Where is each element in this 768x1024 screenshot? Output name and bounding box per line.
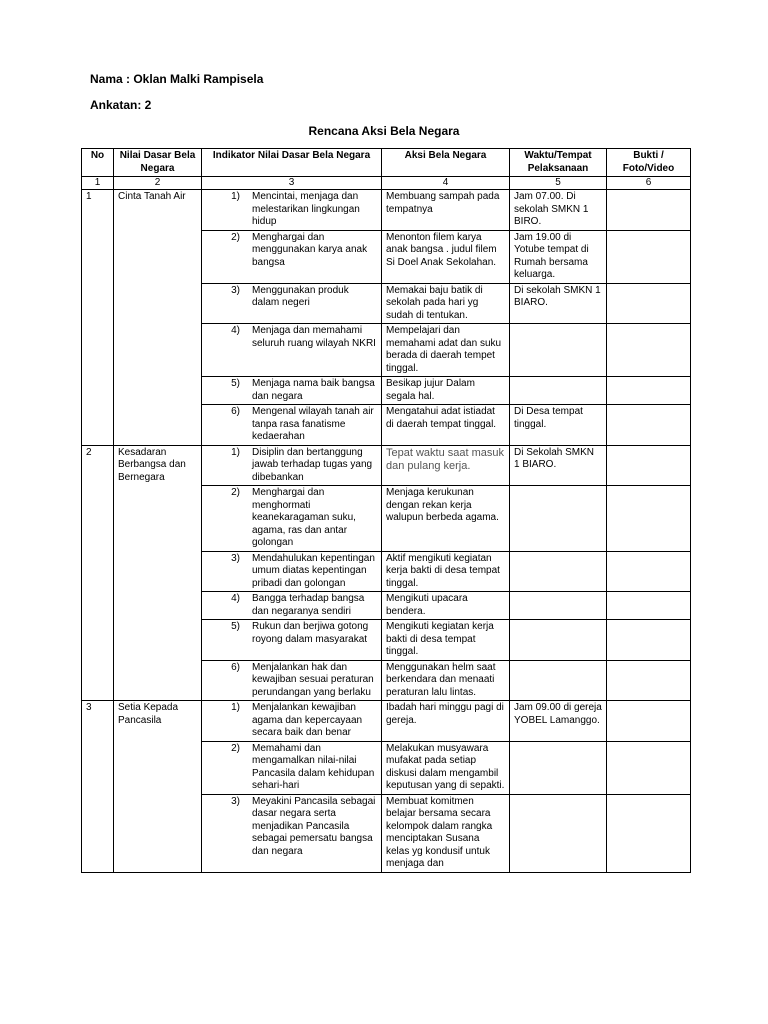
- waktu-cell: [510, 620, 607, 661]
- aksi-cell: Mengikuti upacara bendera.: [382, 592, 510, 620]
- bukti-cell: [607, 592, 691, 620]
- bukti-cell: [607, 377, 691, 405]
- indikator-text: Rukun dan berjiwa gotong royong dalam masyarakat: [252, 621, 369, 645]
- nilai-dasar-cell: Setia Kepada Pancasila: [114, 701, 202, 873]
- waktu-cell: Di Desa tempat tinggal.: [510, 405, 607, 446]
- waktu-cell: [510, 741, 607, 794]
- bukti-cell: [607, 486, 691, 552]
- bukti-cell: [607, 741, 691, 794]
- bukti-cell: [607, 701, 691, 742]
- indikator-cell: [202, 445, 382, 486]
- table-row: [82, 701, 691, 742]
- col-header-nilai: Nilai Dasar Bela Negara: [114, 149, 202, 177]
- indikator-cell: [202, 377, 382, 405]
- row-number-cell: 2: [82, 445, 114, 701]
- indikator-cell: [202, 660, 382, 701]
- bukti-cell: [607, 230, 691, 283]
- indikator-cell: [202, 324, 382, 377]
- bukti-cell: [607, 283, 691, 324]
- waktu-cell: Jam 09.00 di gereja YOBEL Lamanggo.: [510, 701, 607, 742]
- column-number-row: [82, 177, 691, 190]
- aksi-cell: Mengikuti kegiatan kerja bakti di desa tempat tinggal.: [382, 620, 510, 661]
- indikator-cell: [202, 592, 382, 620]
- indikator-number: 5): [231, 378, 240, 389]
- indikator-cell: [202, 190, 382, 231]
- col-header-waktu: Waktu/Tempat Pelaksanaan: [510, 149, 607, 177]
- aksi-cell: Mengatahui adat istiadat di daerah tempat tinggal.: [382, 405, 510, 446]
- waktu-cell: Di Sekolah SMKN 1 BIARO.: [510, 445, 607, 486]
- aksi-cell: Menggunakan helm saat berkendara dan menaati peraturan lalu lintas.: [382, 660, 510, 701]
- waktu-cell: [510, 551, 607, 592]
- bukti-cell: [607, 405, 691, 446]
- col-number: 5: [510, 177, 607, 190]
- indikator-number: 3): [231, 552, 240, 564]
- col-header-aksi: Aksi Bela Negara: [382, 149, 510, 177]
- indikator-text: Menggunakan produk dalam negeri: [252, 284, 349, 308]
- bukti-cell: [607, 445, 691, 486]
- waktu-cell: Jam 07.00. Di sekolah SMKN 1 BIRO.: [510, 190, 607, 231]
- aksi-cell: Mempelajari dan memahami adat dan suku berada di daerah tempet tinggal.: [382, 324, 510, 377]
- indikator-cell: [202, 283, 382, 324]
- indikator-number: 3): [231, 795, 240, 807]
- col-number: 6: [607, 177, 691, 190]
- indikator-text: Meyakini Pancasila sebagai dasar negara serta menjadikan Pancasila sebagai pemersatu bangsa dan negara: [252, 795, 376, 857]
- waktu-cell: [510, 324, 607, 377]
- col-header-no: No: [82, 149, 114, 177]
- batch-label: Ankatan: 2: [90, 98, 152, 112]
- indikator-cell: [202, 741, 382, 794]
- document-title: Rencana Aksi Bela Negara: [308, 124, 460, 138]
- indikator-number: 2): [231, 742, 240, 754]
- col-header-indikator: Indikator Nilai Dasar Bela Negara: [202, 149, 382, 177]
- col-header-bukti: Bukti / Foto/Video: [607, 149, 691, 177]
- waktu-cell: Di sekolah SMKN 1 BIARO.: [510, 283, 607, 324]
- row-number-cell: 3: [82, 701, 114, 873]
- indikator-cell: [202, 405, 382, 446]
- bukti-cell: [607, 551, 691, 592]
- aksi-cell: Melakukan musyawara mufakat pada setiap diskusi dalam mengambil keputusan yang di sepakti.: [382, 741, 510, 794]
- aksi-cell: Besikap jujur Dalam segala hal.: [382, 377, 510, 405]
- indikator-text: Mencintai, menjaga dan melestarikan lingkungan hidup: [252, 191, 360, 227]
- col-number: 3: [202, 177, 382, 190]
- nilai-dasar-cell: Cinta Tanah Air: [114, 190, 202, 446]
- indikator-text: Menjaga dan memahami seluruh ruang wilayah NKRI: [252, 325, 376, 349]
- waktu-cell: [510, 794, 607, 872]
- col-number: 2: [114, 177, 202, 190]
- aksi-cell: Membuang sampah pada tempatnya: [382, 190, 510, 231]
- indikator-text: Mendahulukan kepentingan umum diatas kepentingan pribadi dan golongan: [252, 552, 375, 589]
- waktu-cell: Jam 19.00 di Yotube tempat di Rumah bersama keluarga.: [510, 230, 607, 283]
- bukti-cell: [607, 660, 691, 701]
- indikator-cell: [202, 551, 382, 592]
- col-number: 1: [82, 177, 114, 190]
- indikator-text: Menjalankan kewajiban agama dan kepercayaan secara baik dan benar: [252, 702, 363, 738]
- indikator-number: 1): [231, 446, 240, 458]
- waktu-cell: [510, 377, 607, 405]
- table-row: [82, 445, 691, 486]
- indikator-text: Menghargai dan menghormati keanekaragaman suku, agama, ras dan antar golongan: [252, 487, 356, 548]
- indikator-number: 6): [231, 406, 240, 417]
- bukti-cell: [607, 190, 691, 231]
- indikator-number: 4): [231, 325, 240, 336]
- indikator-number: 5): [231, 621, 240, 632]
- bukti-cell: [607, 620, 691, 661]
- aksi-cell: Tepat waktu saat masuk dan pulang kerja.: [382, 445, 510, 486]
- indikator-text: Menjaga nama baik bangsa dan negara: [252, 378, 375, 402]
- bukti-cell: [607, 324, 691, 377]
- waktu-cell: [510, 660, 607, 701]
- indikator-number: 6): [231, 661, 240, 673]
- bukti-cell: [607, 794, 691, 872]
- aksi-cell: Memakai baju batik di sekolah pada hari yg sudah di tentukan.: [382, 283, 510, 324]
- waktu-cell: [510, 592, 607, 620]
- indikator-number: 3): [231, 284, 240, 296]
- indikator-text: Menjalankan hak dan kewajiban sesuai peraturan perundangan yang berlaku: [252, 661, 374, 698]
- indikator-number: 2): [231, 231, 240, 243]
- indikator-number: 2): [231, 487, 240, 498]
- indikator-cell: [202, 701, 382, 742]
- aksi-cell: Aktif mengikuti kegiatan kerja bakti di desa tempat tinggal.: [382, 551, 510, 592]
- indikator-cell: [202, 794, 382, 872]
- indikator-cell: [202, 230, 382, 283]
- indikator-number: 4): [231, 593, 240, 604]
- aksi-cell: Membuat komitmen belajar bersama secara kelompok dalam rangka menciptakan Susana kelas yg kondusif untuk menjaga dan: [382, 794, 510, 872]
- indikator-number: 1): [231, 702, 240, 713]
- indikator-cell: [202, 486, 382, 552]
- row-number-cell: 1: [82, 190, 114, 446]
- indikator-cell: [202, 620, 382, 661]
- indikator-text: Menghargai dan menggunakan karya anak bangsa: [252, 231, 368, 268]
- student-name: Nama : Oklan Malki Rampisela: [90, 72, 264, 86]
- indikator-number: 1): [231, 191, 240, 202]
- aksi-cell: Ibadah hari minggu pagi di gereja.: [382, 701, 510, 742]
- action-plan-table: [81, 148, 691, 873]
- indikator-text: Disiplin dan bertanggung jawab terhadap tugas yang dibebankan: [252, 446, 373, 483]
- header-row: [82, 149, 691, 177]
- table-row: [82, 190, 691, 231]
- indikator-text: Memahami dan mengamalkan nilai-nilai Pancasila dalam kehidupan sehari-hari: [252, 742, 375, 791]
- aksi-cell: Menjaga kerukunan dengan rekan kerja walupun berbeda agama.: [382, 486, 510, 552]
- nilai-dasar-cell: Kesadaran Berbangsa dan Bernegara: [114, 445, 202, 701]
- waktu-cell: [510, 486, 607, 552]
- aksi-cell: Menonton filem karya anak bangsa . judul filem Si Doel Anak Sekolahan.: [382, 230, 510, 283]
- indikator-text: Bangga terhadap bangsa dan negaranya sendiri: [252, 593, 365, 617]
- col-number: 4: [382, 177, 510, 190]
- indikator-text: Mengenal wilayah tanah air tanpa rasa fanatisme kedaerahan: [252, 406, 374, 442]
